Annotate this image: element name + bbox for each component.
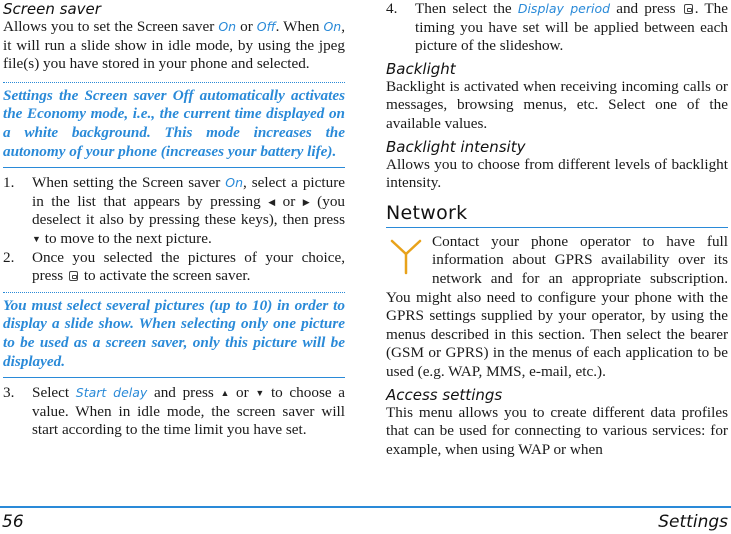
up-arrow-icon: ▲ (220, 388, 230, 399)
footer-section-label: Settings (658, 512, 728, 532)
step-4-keyword: Display period (517, 1, 611, 16)
access-settings-body: This menu allows you to create different data profiles that can be used for connecting to various services: for example, when using WAP or when (386, 403, 728, 458)
backlight-intensity-heading: Backlight intensity (386, 137, 526, 156)
step-1-text-b: , select a picture in the list that appears by pressing (32, 174, 346, 210)
step-4 (386, 0, 728, 56)
step-4-text-b: and press (610, 0, 682, 17)
step-1-keyword: On (225, 175, 243, 191)
keyword-on-2: On (323, 19, 342, 34)
slideshow-note: You must select several pictures (up to 10) in order to display a slide show. When selecting only one picture to be used as a screen saver, only this picture will be displayed. (3, 292, 345, 378)
step-4-text-c: . The timing you have set will be applied between each picture of the slideshow. (415, 0, 728, 55)
down-arrow-icon-2: ▼ (255, 388, 265, 399)
left-column (3, 0, 345, 440)
right-column (386, 0, 728, 459)
intro-text-3: , it will run a slide show in idle mode, by using the jpeg file(s) you have stored in your phone and selected. (3, 18, 346, 73)
access-settings-heading: Access settings (386, 385, 503, 404)
step-1 (3, 174, 345, 248)
keyword-on: On (218, 19, 237, 34)
ok-key-icon (69, 271, 78, 281)
step-2-text-a: Once you selected the pictures of your choice, press (32, 248, 345, 285)
left-arrow-icon: ◀ (268, 196, 276, 207)
step-3-number: 3. (3, 384, 15, 402)
keyword-off: Off (256, 19, 276, 34)
network-body: Contact your phone operator to have full information about GPRS availability over its network and for an appropriate subscription. You might also need to configure your phone with the GPRS settings supplied by your operator, by using the menus described in this section. Then select the bearer (GSM or GPRS) in the menus of each application to be used (e.g. WAP, MMS, e-mail, etc.). (386, 232, 728, 380)
steps-list-1 (3, 174, 345, 286)
step-1-text-a: When setting the Screen saver (32, 174, 226, 192)
step-3-keyword: Start delay (75, 385, 148, 401)
step-2-text-b: to activate the screen saver. (80, 267, 251, 285)
step-3 (3, 384, 345, 440)
economy-mode-note: Settings the Screen saver Off automatically activates the Economy mode, i.e., the current time displayed on a white background. This mode increases the autonomy of your phone (increases your battery life). (3, 82, 345, 168)
intro-text-2: . When (275, 18, 324, 35)
backlight-heading: Backlight (386, 59, 456, 78)
step-1-text-e: to move to the next picture. (40, 229, 212, 247)
backlight-body: Backlight is activated when receiving incoming calls or messages, browsing menus, etc. Select one of the available values. (386, 77, 728, 132)
right-arrow-icon: ▶ (302, 196, 310, 207)
steps-list-3 (386, 0, 728, 56)
step-4-number: 4. (386, 0, 398, 17)
step-1-number: 1. (3, 174, 15, 192)
step-3-text-a: Select (32, 384, 76, 402)
down-arrow-icon: ▼ (32, 233, 41, 244)
step-3-text-c: or (229, 384, 256, 402)
backlight-intensity-body: Allows you to choose from different levels of backlight intensity. (386, 155, 728, 192)
step-1-text-c: or (275, 192, 303, 210)
antenna-icon (386, 237, 432, 275)
screen-saver-heading: Screen saver (3, 0, 101, 18)
step-2 (3, 249, 345, 286)
step-1-text-d: (you deselect it also by pressing these keys), then press (32, 192, 346, 229)
steps-list-2 (3, 384, 345, 440)
step-3-text-d: to choose a value. When in idle mode, the screen saver will start according to the time limit you have set. (32, 384, 345, 439)
footer-divider (0, 506, 731, 508)
step-2-number: 2. (3, 248, 15, 266)
ok-key-icon-2 (684, 4, 693, 14)
intro-or: or (236, 18, 257, 35)
network-block (386, 233, 728, 382)
step-3-text-b: and press (147, 384, 221, 402)
screen-saver-intro (3, 18, 345, 74)
step-4-text-a: Then select the (415, 0, 518, 17)
intro-text-1: Allows you to set the Screen saver (3, 18, 219, 35)
network-section-title: Network (386, 201, 728, 228)
page-number: 56 (2, 512, 24, 532)
